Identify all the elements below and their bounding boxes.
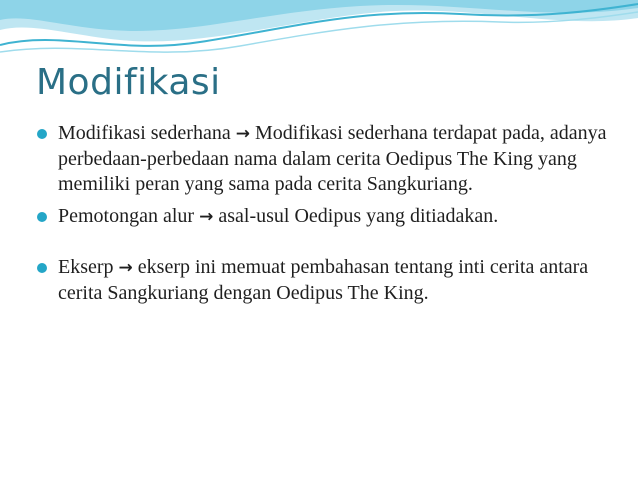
right-arrow-icon: → [235,124,250,144]
bullet-dot-icon [37,263,47,273]
bullet-text-lead: Modifikasi sederhana [58,122,236,144]
bullet-dot-icon [37,212,47,222]
header-wave-decoration [0,0,638,70]
right-arrow-icon: → [199,207,214,227]
bullet-item-modifikasi [32,121,612,197]
right-arrow-icon: → [118,258,133,278]
bullet-list [32,121,612,313]
bullet-text-body: ekserp ini memuat pembahasan tentang inti cerita antara cerita Sangkuriang dengan Oedipus The King. [58,256,589,304]
bullet-text-body: asal-usul Oedipus yang ditiadakan. [213,205,499,227]
bullet-text-body: Modifikasi sederhana terdapat pada, adanya perbedaan-perbedaan nama dalam cerita Oedipus The King yang memiliki peran yang sama pada cerita Sangkuriang. [58,122,607,195]
bullet-item-pemotongan [32,204,612,230]
bullet-text-lead: Pemotongan alur [58,205,200,227]
bullet-dot-icon [37,129,47,139]
bullet-item-ekserp [32,255,612,306]
bullet-text-lead: Ekserp [58,256,119,278]
slide-title: Modifikasi [36,62,221,103]
